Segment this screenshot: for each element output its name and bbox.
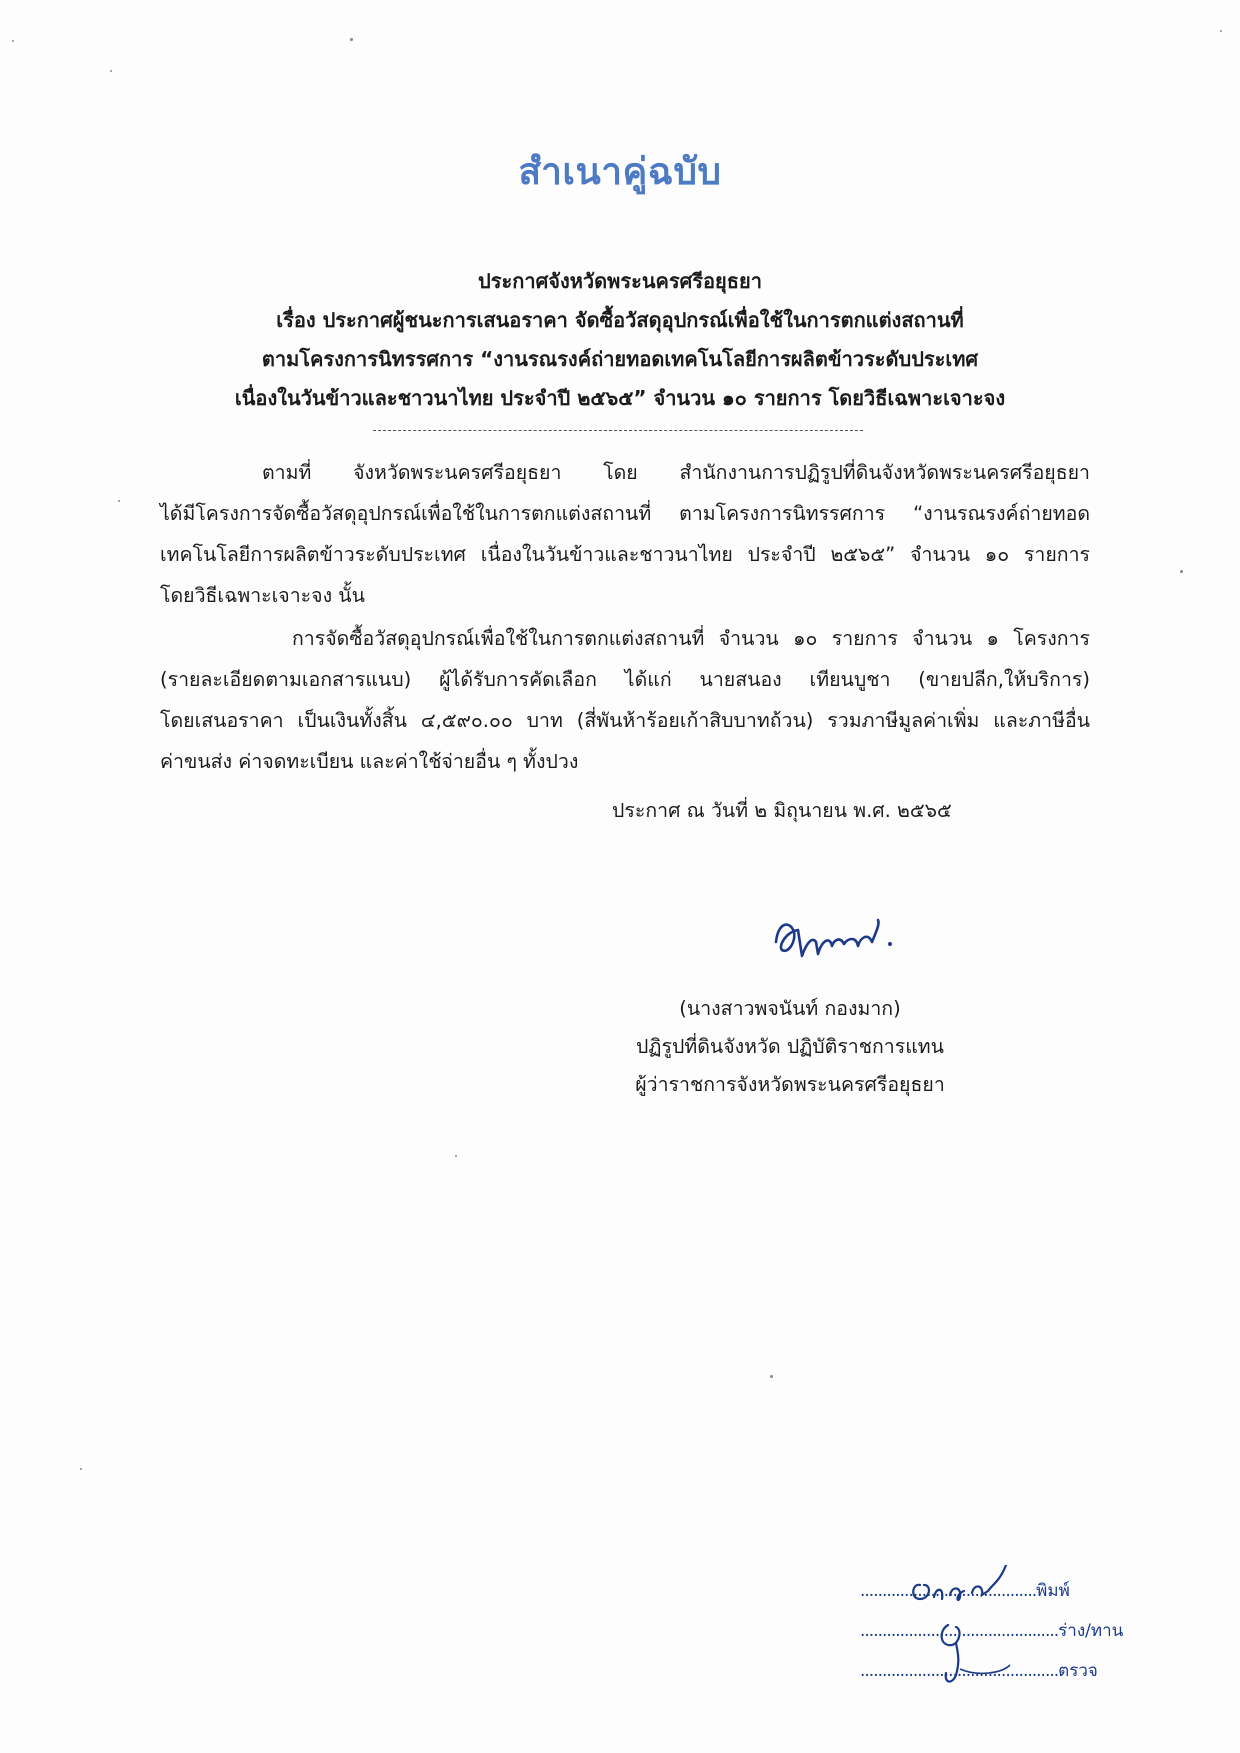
signature-image — [768, 902, 948, 982]
typed-by-row: ........................................พิมพ์ — [860, 1581, 1070, 1601]
paragraph-1 — [160, 452, 1090, 616]
checked-label: ตรวจ — [1058, 1661, 1098, 1681]
separator-line — [373, 430, 863, 431]
paragraph-1-line-2: ได้มีโครงการจัดซื้อวัสดุอุปกรณ์เพื่อใช้ในการตกแต่งสถานที่ ตามโครงการนิทรรศการ “งานรณรงค์ถ่ายทอด — [160, 502, 1090, 525]
paragraph-1-line-3: เทคโนโลยีการผลิตข้าวระดับประเทศ เนื่องในวันข้าวและชาวนาไทย ประจำปี ๒๕๖๕” จำนวน ๑๐ รายการ — [160, 543, 1090, 566]
scan-speck — [350, 38, 353, 41]
paragraph-1-line-1: ตามที่ จังหวัดพระนครศรีอยุธยา โดย สำนักงานการปฏิรูปที่ดินจังหวัดพระนครศรีอยุธยา — [262, 461, 1090, 484]
scan-speck — [1220, 30, 1222, 32]
scan-speck — [80, 1468, 82, 1470]
paragraph-2-line-4: ค่าขนส่ง ค่าจดทะเบียน และค่าใช้จ่ายอื่น ๆ ทั้งปวง — [160, 750, 579, 773]
signer-block — [600, 990, 980, 1104]
scan-speck — [770, 1375, 773, 1378]
heading-line-1: ประกาศจังหวัดพระนครศรีอยุธยา — [478, 269, 762, 293]
scan-speck — [1180, 570, 1183, 573]
signer-position-2: ผู้ว่าราชการจังหวัดพระนครศรีอยุธยา — [635, 1073, 945, 1096]
paragraph-2-line-2: (รายละเอียดตามเอกสารแนบ) ผู้ได้รับการคัดเลือก ได้แก่ นายสนอง เทียนบูชา (ขายปลีก,ให้บริการ) — [160, 668, 1090, 691]
heading-line-3: ตามโครงการนิทรรศการ “งานรณรงค์ถ่ายทอดเทคโนโลยีการผลิตข้าวระดับประเทศ — [261, 347, 979, 371]
signer-name: (นางสาวพจนันท์ กองมาก) — [679, 997, 901, 1020]
paragraph-2-line-1: การจัดซื้อวัสดุอุปกรณ์เพื่อใช้ในการตกแต่งสถานที่ จำนวน ๑๐ รายการ จำนวน ๑ โครงการ — [292, 627, 1090, 650]
scan-speck — [455, 1155, 457, 1157]
announcement-date: ประกาศ ณ วันที่ ๒ มิถุนายน พ.ศ. ๒๕๖๕ — [612, 799, 952, 822]
paragraph-1-line-4: โดยวิธีเฉพาะเจาะจง นั้น — [160, 584, 365, 607]
signer-position-1: ปฏิรูปที่ดินจังหวัด ปฏิบัติราชการแทน — [636, 1035, 944, 1058]
scan-speck — [118, 500, 120, 502]
approval-initials-box — [860, 1565, 1160, 1695]
paragraph-2-line-3: โดยเสนอราคา เป็นเงินทั้งสิ้น ๔,๕๙๐.๐๐ บาท (สี่พันห้าร้อยเก้าสิบบาทถ้วน) รวมภาษีมูลค่าเพิ่ม และภาษีอื่น — [160, 709, 1090, 732]
typed-label: พิมพ์ — [1036, 1581, 1070, 1601]
drafted-label: ร่าง/ทาน — [1058, 1621, 1124, 1641]
checked-by-row: .............................................ตรวจ — [860, 1661, 1098, 1681]
scan-speck — [12, 40, 14, 42]
paragraph-2 — [160, 618, 1090, 782]
heading-line-2: เรื่อง ประกาศผู้ชนะการเสนอราคา จัดซื้อวัสดุอุปกรณ์เพื่อใช้ในการตกแต่งสถานที่ — [276, 308, 964, 332]
scan-speck — [110, 70, 112, 72]
announcement-heading — [0, 262, 1240, 418]
drafted-by-row: .............................................ร่าง/ทาน — [860, 1621, 1124, 1641]
heading-line-4: เนื่องในวันข้าวและชาวนาไทย ประจำปี ๒๕๖๕” จำนวน ๑๐ รายการ โดยวิธีเฉพาะเจาะจง — [234, 386, 1006, 410]
copy-stamp: สำเนาคู่ฉบับ — [518, 150, 722, 193]
